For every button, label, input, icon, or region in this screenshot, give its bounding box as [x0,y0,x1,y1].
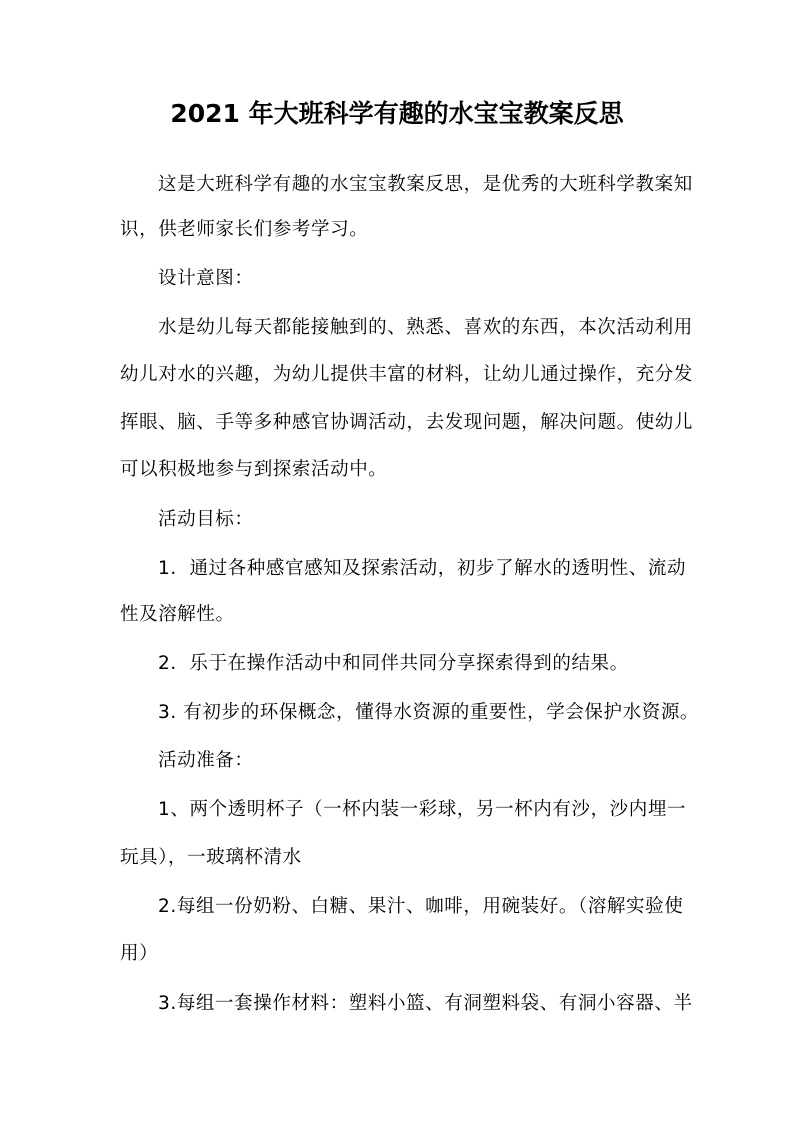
paragraph-line: 幼儿对水的兴趣，为幼儿提供丰富的材料，让幼儿通过操作，充分发 [120,364,694,385]
list-item-line: 3.每组一套操作材料：塑料小篮、有洞塑料袋、有洞小容器、半 [158,993,693,1014]
list-item-line: 2.每组一份奶粉、白糖、果汁、咖啡，用碗装好。（溶解实验使 [158,896,684,917]
paragraph-line: 识，供老师家长们参考学习。 [120,219,369,240]
paragraph-line: 可以积极地参与到探索活动中。 [120,459,388,480]
list-item-line: 3. 有初步的环保概念，懂得水资源的重要性，学会保护水资源。 [158,702,700,723]
section-heading-activity-prep: 活动准备： [158,750,254,771]
list-item-line: 性及溶解性。 [120,604,235,625]
list-item-line: 1．通过各种感官感知及探索活动，初步了解水的透明性、流动 [158,558,687,579]
paragraph-line: 这是大班科学有趣的水宝宝教案反思，是优秀的大班科学教案知 [158,174,693,195]
list-item-line: 用） [120,943,159,964]
paragraph-line: 水是幼儿每天都能接触到的、熟悉、喜欢的东西，本次活动利用 [158,317,693,338]
list-item-line: 1、两个透明杯子（一杯内装一彩球，另一杯内有沙，沙内埋一 [158,799,687,820]
paragraph-line: 挥眼、脑、手等多种感官协调活动，去发现问题，解决问题。使幼儿 [120,412,694,433]
section-heading-design-intent: 设计意图： [158,268,254,289]
document-title: 2021 年大班科学有趣的水宝宝教案反思 [170,99,624,128]
list-item-line: 玩具），一玻璃杯清水 [120,847,302,868]
section-heading-activity-goals: 活动目标： [158,509,254,530]
list-item-line: 2．乐于在操作活动中和同伴共同分享探索得到的结果。 [158,653,629,674]
